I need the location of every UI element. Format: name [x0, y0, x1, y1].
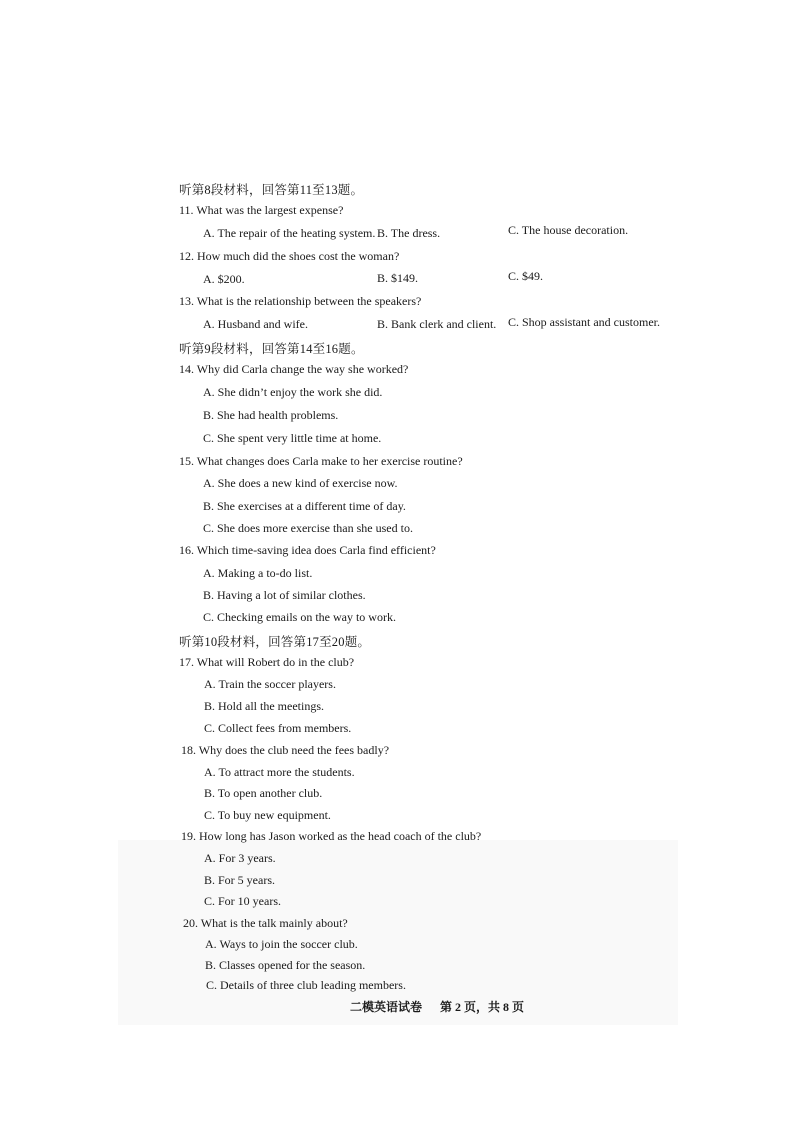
question-13: 13. What is the relationship between the speakers? — [179, 294, 422, 308]
option-13a: A. Husband and wife. — [203, 317, 308, 331]
section-9-title: 听第9段材料，回答第14至16题。 — [179, 342, 364, 356]
option-18c: C. To buy new equipment. — [204, 808, 331, 822]
option-19b: B. For 5 years. — [204, 873, 275, 887]
option-17a: A. Train the soccer players. — [204, 677, 336, 691]
question-20: 20. What is the talk mainly about? — [183, 916, 348, 930]
option-17c: C. Collect fees from members. — [204, 721, 352, 735]
question-16: 16. Which time-saving idea does Carla find efficient? — [179, 543, 436, 557]
option-11c: C. The house decoration. — [508, 223, 629, 237]
option-18a: A. To attract more the students. — [204, 765, 355, 779]
section-10-title: 听第10段材料，回答第17至20题。 — [179, 635, 371, 649]
option-12a: A. $200. — [203, 272, 245, 286]
option-19a: A. For 3 years. — [204, 851, 276, 865]
option-15c: C. She does more exercise than she used to. — [203, 521, 413, 535]
option-12c: C. $49. — [508, 269, 544, 283]
question-11: 11. What was the largest expense? — [179, 203, 344, 217]
question-14: 14. Why did Carla change the way she worked? — [179, 362, 409, 376]
option-15a: A. She does a new kind of exercise now. — [203, 476, 398, 490]
option-13c: C. Shop assistant and customer. — [508, 315, 660, 329]
option-14b: B. She had health problems. — [203, 408, 339, 422]
option-20a: A. Ways to join the soccer club. — [205, 937, 358, 951]
option-18b: B. To open another club. — [204, 786, 323, 800]
question-12: 12. How much did the shoes cost the woman? — [179, 249, 400, 263]
option-20b: B. Classes opened for the season. — [205, 958, 366, 972]
option-11a: A. The repair of the heating system. — [203, 226, 376, 240]
page-footer — [350, 998, 542, 1015]
question-15: 15. What changes does Carla make to her exercise routine? — [179, 454, 463, 468]
option-19c: C. For 10 years. — [204, 894, 281, 908]
footer-exam-name: 二模英语试卷 — [350, 1000, 423, 1014]
question-17: 17. What will Robert do in the club? — [179, 655, 355, 669]
question-18: 18. Why does the club need the fees badly? — [181, 743, 390, 757]
option-20c: C. Details of three club leading members. — [206, 978, 406, 992]
option-16b: B. Having a lot of similar clothes. — [203, 588, 366, 602]
section-8-title: 听第8段材料，回答第11至13题。 — [179, 183, 364, 197]
option-11b: B. The dress. — [377, 226, 441, 240]
option-12b: B. $149. — [377, 271, 419, 285]
question-19: 19. How long has Jason worked as the head coach of the club? — [181, 829, 482, 843]
footer-page-number: 第 2 页，共 8 页 — [440, 1000, 525, 1014]
option-15b: B. She exercises at a different time of day. — [203, 499, 406, 513]
option-16a: A. Making a to-do list. — [203, 566, 313, 580]
option-16c: C. Checking emails on the way to work. — [203, 610, 396, 624]
option-14a: A. She didn’t enjoy the work she did. — [203, 385, 383, 399]
option-14c: C. She spent very little time at home. — [203, 431, 382, 445]
option-17b: B. Hold all the meetings. — [204, 699, 324, 713]
option-13b: B. Bank clerk and client. — [377, 317, 497, 331]
